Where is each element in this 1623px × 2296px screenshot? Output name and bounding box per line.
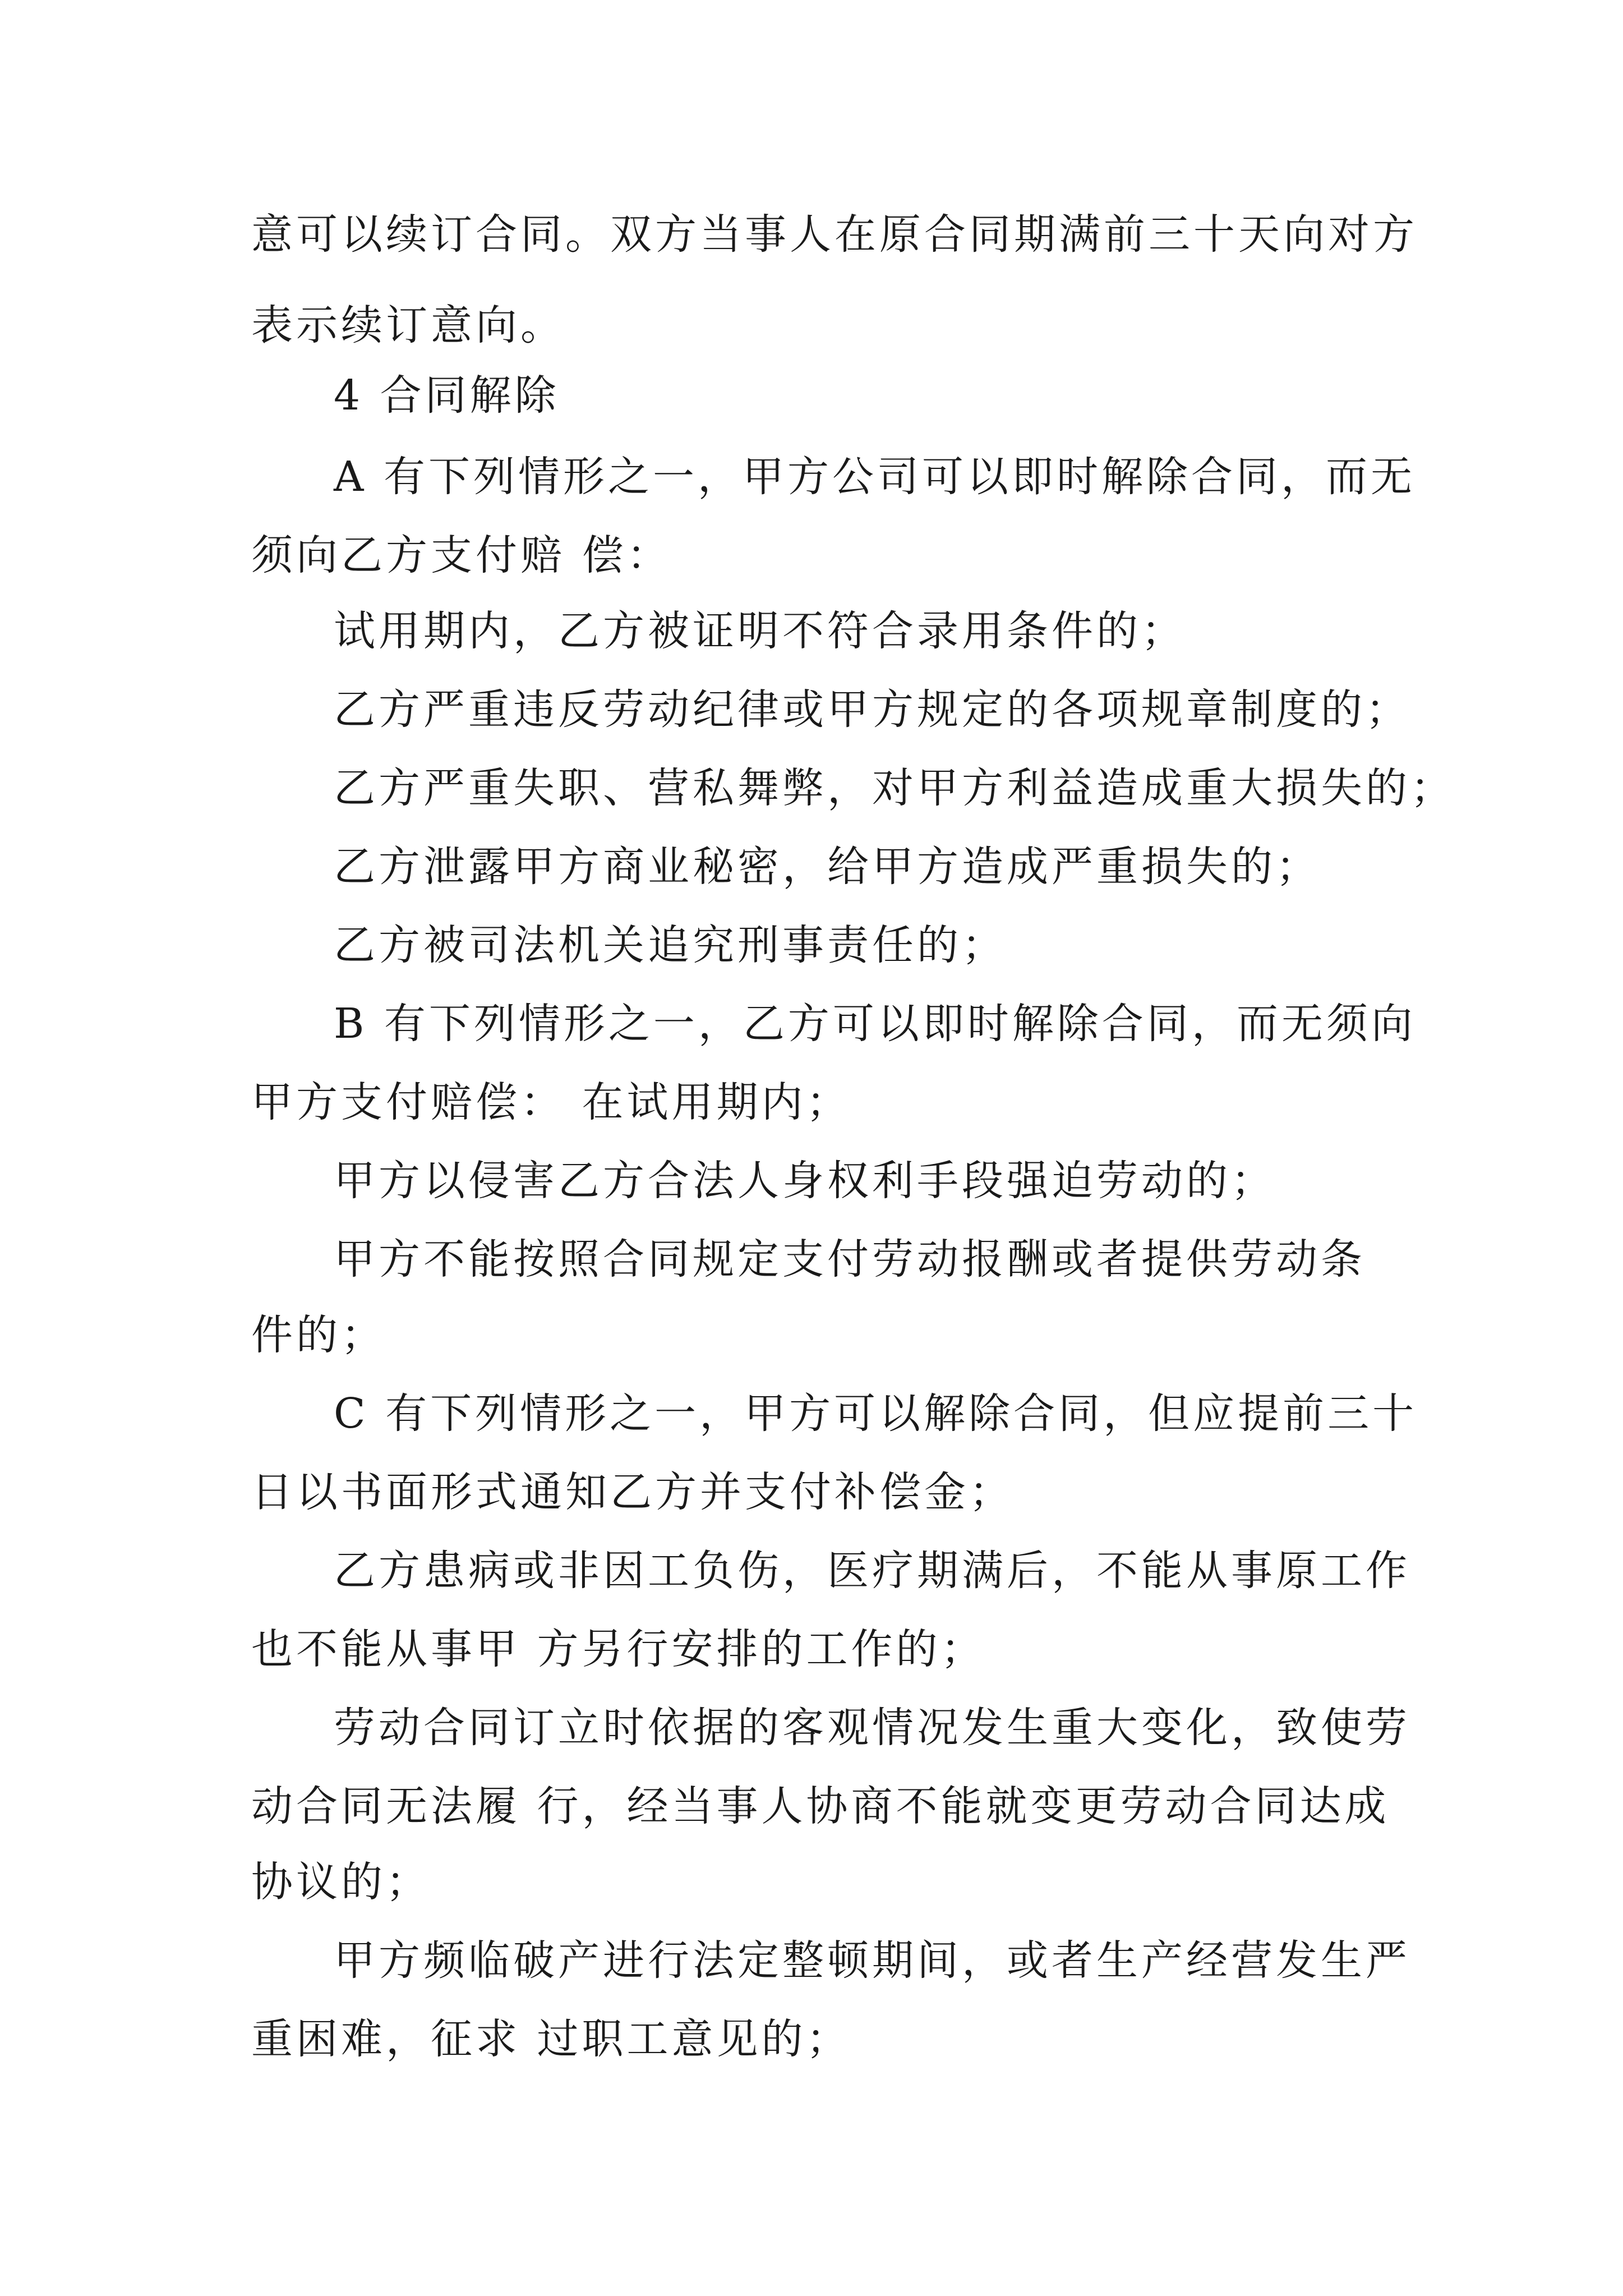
- text-line: 乙方被司法机关追究刑事责任的；: [334, 921, 1007, 969]
- text-line: 表示续订意向。: [251, 301, 565, 349]
- text-line: 须向乙方支付赔 偿：: [251, 531, 672, 579]
- text-line: 协议的；: [251, 1858, 431, 1906]
- text-line: B 有下列情形之一，乙方可以即时解除合同，而无须向: [334, 1000, 1416, 1048]
- text-line: A 有下列情形之一，甲方公司可以即时解除合同，而无: [334, 453, 1415, 501]
- text-line: 也不能从事甲 方另行安排的工作的；: [251, 1625, 986, 1673]
- text-line: 意可以续订合同。双方当事人在原合同期满前三十天向对方: [251, 210, 1418, 259]
- text-line: 甲方不能按照合同规定支付劳动报酬或者提供劳动条: [334, 1235, 1366, 1283]
- text-line: 劳动合同订立时依据的客观情况发生重大变化，致使劳: [334, 1704, 1410, 1752]
- text-line: 重困难，征求 过职工意见的；: [251, 2015, 851, 2063]
- text-line: 试用期内，乙方被证明不符合录用条件的；: [334, 607, 1186, 655]
- text-line: C 有下列情形之一，甲方可以解除合同，但应提前三十: [334, 1389, 1418, 1438]
- section-heading: 4 合同解除: [334, 371, 560, 420]
- text-line: 甲方以侵害乙方合法人身权利手段强迫劳动的；: [334, 1157, 1276, 1205]
- text-line: 日以书面形式通知乙方并支付补偿金；: [251, 1468, 1014, 1516]
- text-line: 乙方严重失职、营私舞弊，对甲方利益造成重大损失的；: [334, 764, 1455, 812]
- text-line: 乙方严重违反劳动纪律或甲方规定的各项规章制度的；: [334, 685, 1410, 734]
- text-line: 乙方患病或非因工负伤，医疗期满后，不能从事原工作: [334, 1547, 1410, 1595]
- text-line: 甲方频临破产进行法定整顿期间，或者生产经营发生严: [334, 1936, 1410, 1985]
- text-line: 动合同无法履 行，经当事人协商不能就变更劳动合同达成: [251, 1782, 1390, 1830]
- text-line: 乙方泄露甲方商业秘密，给甲方造成严重损失的；: [334, 843, 1321, 891]
- text-line: 件的；: [251, 1311, 386, 1359]
- text-line: 甲方支付赔偿： 在试用期内；: [251, 1078, 851, 1126]
